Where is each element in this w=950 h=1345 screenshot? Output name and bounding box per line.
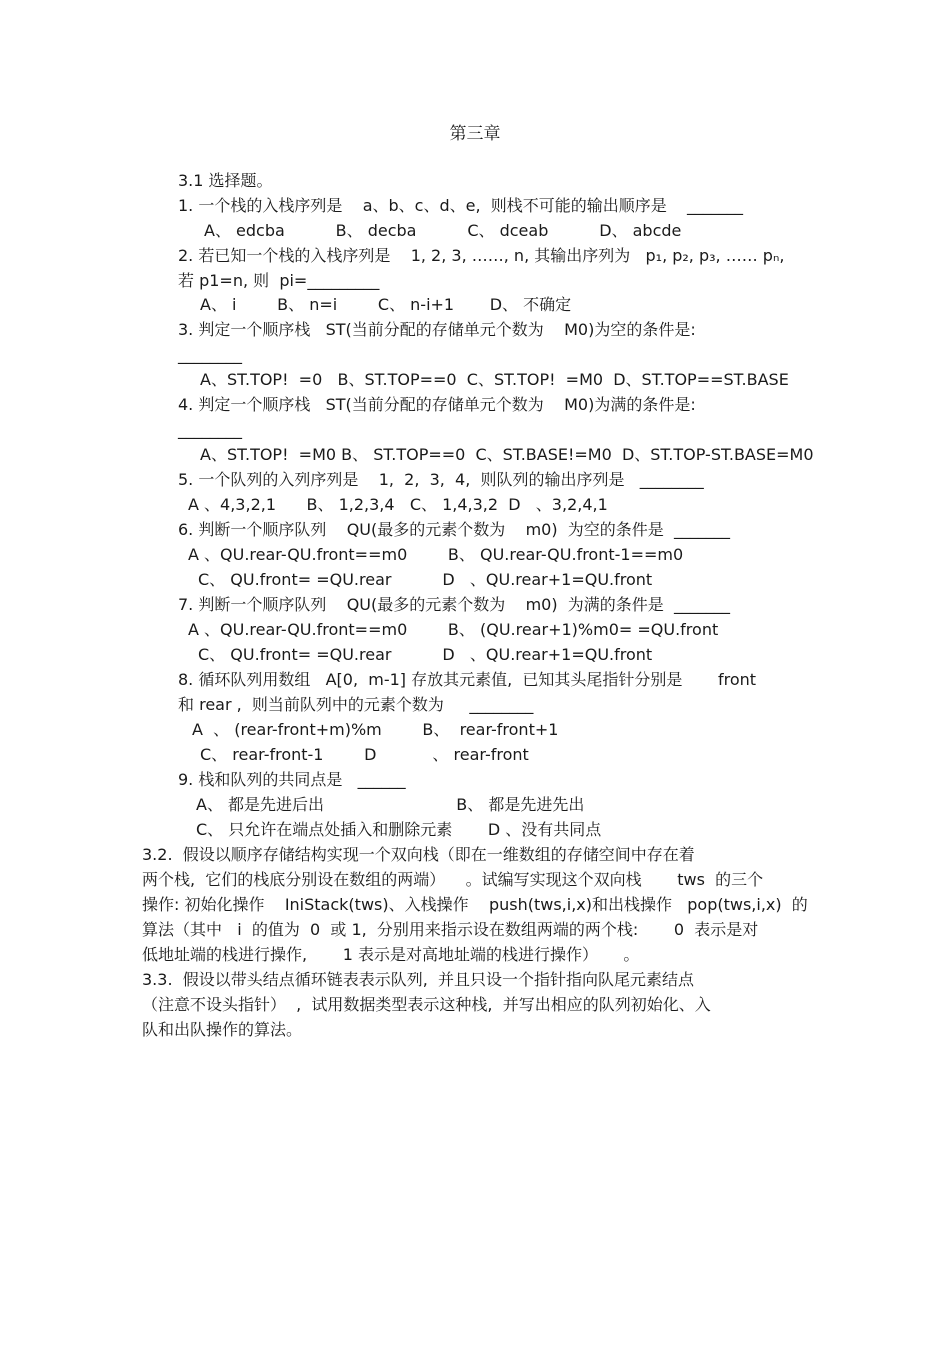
- question-8-line-2: 和 rear , 则当前队列中的元素个数为 ________: [178, 695, 534, 714]
- question-6-options-cd: C、 QU.front= =QU.rear D 、QU.rear+1=QU.front: [198, 570, 653, 589]
- problem-3-2-line-1: 3.2. 假设以顺序存储结构实现一个双向栈（即在一维数组的存储空间中存在着: [142, 845, 695, 864]
- question-7: 7. 判断一个顺序队列 QU(最多的元素个数为 m0) 为满的条件是 _______: [178, 595, 730, 614]
- problem-3-3-line-3: 队和出队操作的算法。: [142, 1020, 303, 1039]
- question-6: 6. 判断一个顺序队列 QU(最多的元素个数为 m0) 为空的条件是 _______: [178, 520, 730, 539]
- question-9-options-ab: A、 都是先进后出 B、 都是先进先出: [196, 795, 585, 814]
- chapter-title: 第三章: [449, 124, 501, 144]
- question-4-options: A、ST.TOP! =M0 B、 ST.TOP==0 C、ST.BASE!=M0 D、ST.TOP-ST.BASE=M0: [200, 445, 814, 464]
- question-3-options: A、ST.TOP! =0 B、ST.TOP==0 C、ST.TOP! =M0 D、ST.TOP==ST.BASE: [200, 370, 789, 389]
- question-4: 4. 判定一个顺序栈 ST(当前分配的存储单元个数为 M0)为满的条件是:: [178, 395, 696, 414]
- question-2-line-2: 若 p1=n, 则 pi=_________: [178, 271, 380, 290]
- question-8: 8. 循环队列用数组 A[0, m-1] 存放其元素值, 已知其头尾指针分别是 front: [178, 670, 757, 689]
- section-heading: 3.1 选择题。: [178, 171, 273, 190]
- question-5: 5. 一个队列的入列序列是 1, 2, 3, 4, 则队列的输出序列是 ________: [178, 470, 704, 489]
- question-8-options-cd: C、 rear-front-1 D 、 rear-front: [200, 745, 529, 764]
- question-8-options-ab: A 、 (rear-front+m)%m B、 rear-front+1: [192, 720, 559, 739]
- question-3-blank: ________: [178, 345, 242, 364]
- question-9-options-cd: C、 只允许在端点处插入和删除元素 D 、没有共同点: [196, 820, 602, 839]
- problem-3-3-line-1: 3.3. 假设以带头结点循环链表表示队列, 并且只设一个指针指向队尾元素结点: [142, 970, 694, 989]
- question-1: 1. 一个栈的入栈序列是 a、b、c、d、e, 则栈不可能的输出顺序是 _______: [178, 196, 744, 215]
- problem-3-2-line-5: 低地址端的栈进行操作, 1 表示是对高地址端的栈进行操作） 。: [142, 945, 640, 964]
- question-4-blank: ________: [178, 420, 242, 439]
- question-1-options: A、 edcba B、 decba C、 dceab D、 abcde: [204, 221, 682, 240]
- question-9: 9. 栈和队列的共同点是 ______: [178, 770, 406, 789]
- question-7-options-ab: A 、QU.rear-QU.front==m0 B、 (QU.rear+1)%m0= =QU.front: [188, 620, 719, 639]
- question-5-options: A 、4,3,2,1 B、 1,2,3,4 C、 1,4,3,2 D 、3,2,4,1: [188, 495, 608, 514]
- question-7-options-cd: C、 QU.front= =QU.rear D 、QU.rear+1=QU.front: [198, 645, 653, 664]
- question-2: 2. 若已知一个栈的入栈序列是 1, 2, 3, ……, n, 其输出序列为 p₁, p₂, p₃, …… pₙ,: [178, 246, 785, 265]
- problem-3-2-line-4: 算法（其中 i 的值为 0 或 1, 分别用来指示设在数组两端的两个栈: 0 表示是对: [142, 920, 759, 939]
- question-2-options: A、 i B、 n=i C、 n-i+1 D、 不确定: [200, 295, 572, 314]
- problem-3-2-line-3: 操作: 初始化操作 IniStack(tws)、入栈操作 push(tws,i,x)和出栈操作 pop(tws,i,x) 的: [142, 895, 808, 914]
- question-6-options-ab: A 、QU.rear-QU.front==m0 B、 QU.rear-QU.front-1==m0: [188, 545, 684, 564]
- problem-3-2-line-2: 两个栈, 它们的栈底分别设在数组的两端） 。试编写实现这个双向栈 tws 的三个: [142, 870, 764, 889]
- problem-3-3-line-2: （注意不设头指针） , 试用数据类型表示这种栈, 并写出相应的队列初始化、入: [142, 995, 711, 1014]
- question-3: 3. 判定一个顺序栈 ST(当前分配的存储单元个数为 M0)为空的条件是:: [178, 320, 696, 339]
